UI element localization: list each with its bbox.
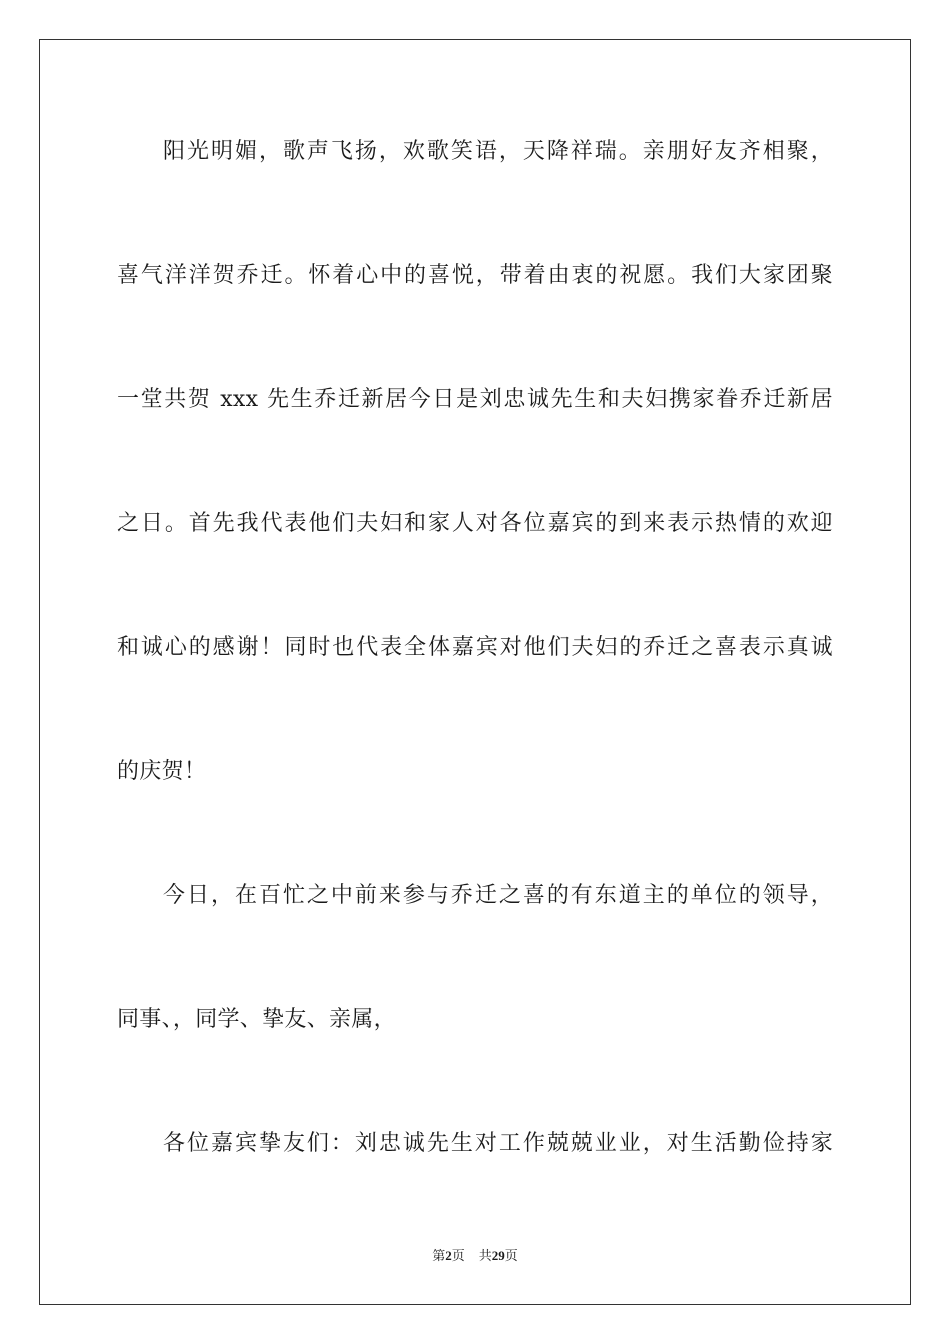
paragraph-1-line-1: 阳光明媚，歌声飞扬，欢歌笑语，天降祥瑞。亲朋好友齐相聚， [163, 139, 833, 164]
paragraph-1-line-4: 之日。首先我代表他们夫妇和家人对各位嘉宾的到来表示热情的欢迎 [117, 511, 833, 536]
paragraph-1-line-6: 的庆贺！ [117, 759, 207, 784]
page-prefix: 第 [432, 1249, 446, 1264]
paragraph-2-line-2: 同事、，同学、挚友、亲属， [117, 1007, 396, 1032]
total-prefix: 共 [478, 1249, 492, 1264]
page-total: 29 [491, 1248, 505, 1263]
paragraph-1-line-2: 喜气洋洋贺乔迁。怀着心中的喜悦，带着由衷的祝愿。我们大家团聚 [117, 263, 833, 288]
paragraph-3-line-1: 各位嘉宾挚友们：刘忠诚先生对工作兢兢业业，对生活勤俭持家 [163, 1131, 833, 1156]
page-footer [0, 1247, 950, 1266]
paragraph-1-line-3: 一堂共贺 xxx 先生乔迁新居今日是刘忠诚先生和夫妇携家眷乔迁新居 [117, 387, 833, 412]
paragraph-2-line-1: 今日，在百忙之中前来参与乔迁之喜的有东道主的单位的领导， [163, 883, 833, 908]
page-current: 2 [445, 1248, 452, 1263]
page-frame [39, 39, 911, 1305]
total-unit: 页 [504, 1249, 518, 1264]
page-unit: 页 [451, 1249, 465, 1264]
paragraph-1-line-5: 和诚心的感谢！同时也代表全体嘉宾对他们夫妇的乔迁之喜表示真诚 [117, 635, 833, 660]
